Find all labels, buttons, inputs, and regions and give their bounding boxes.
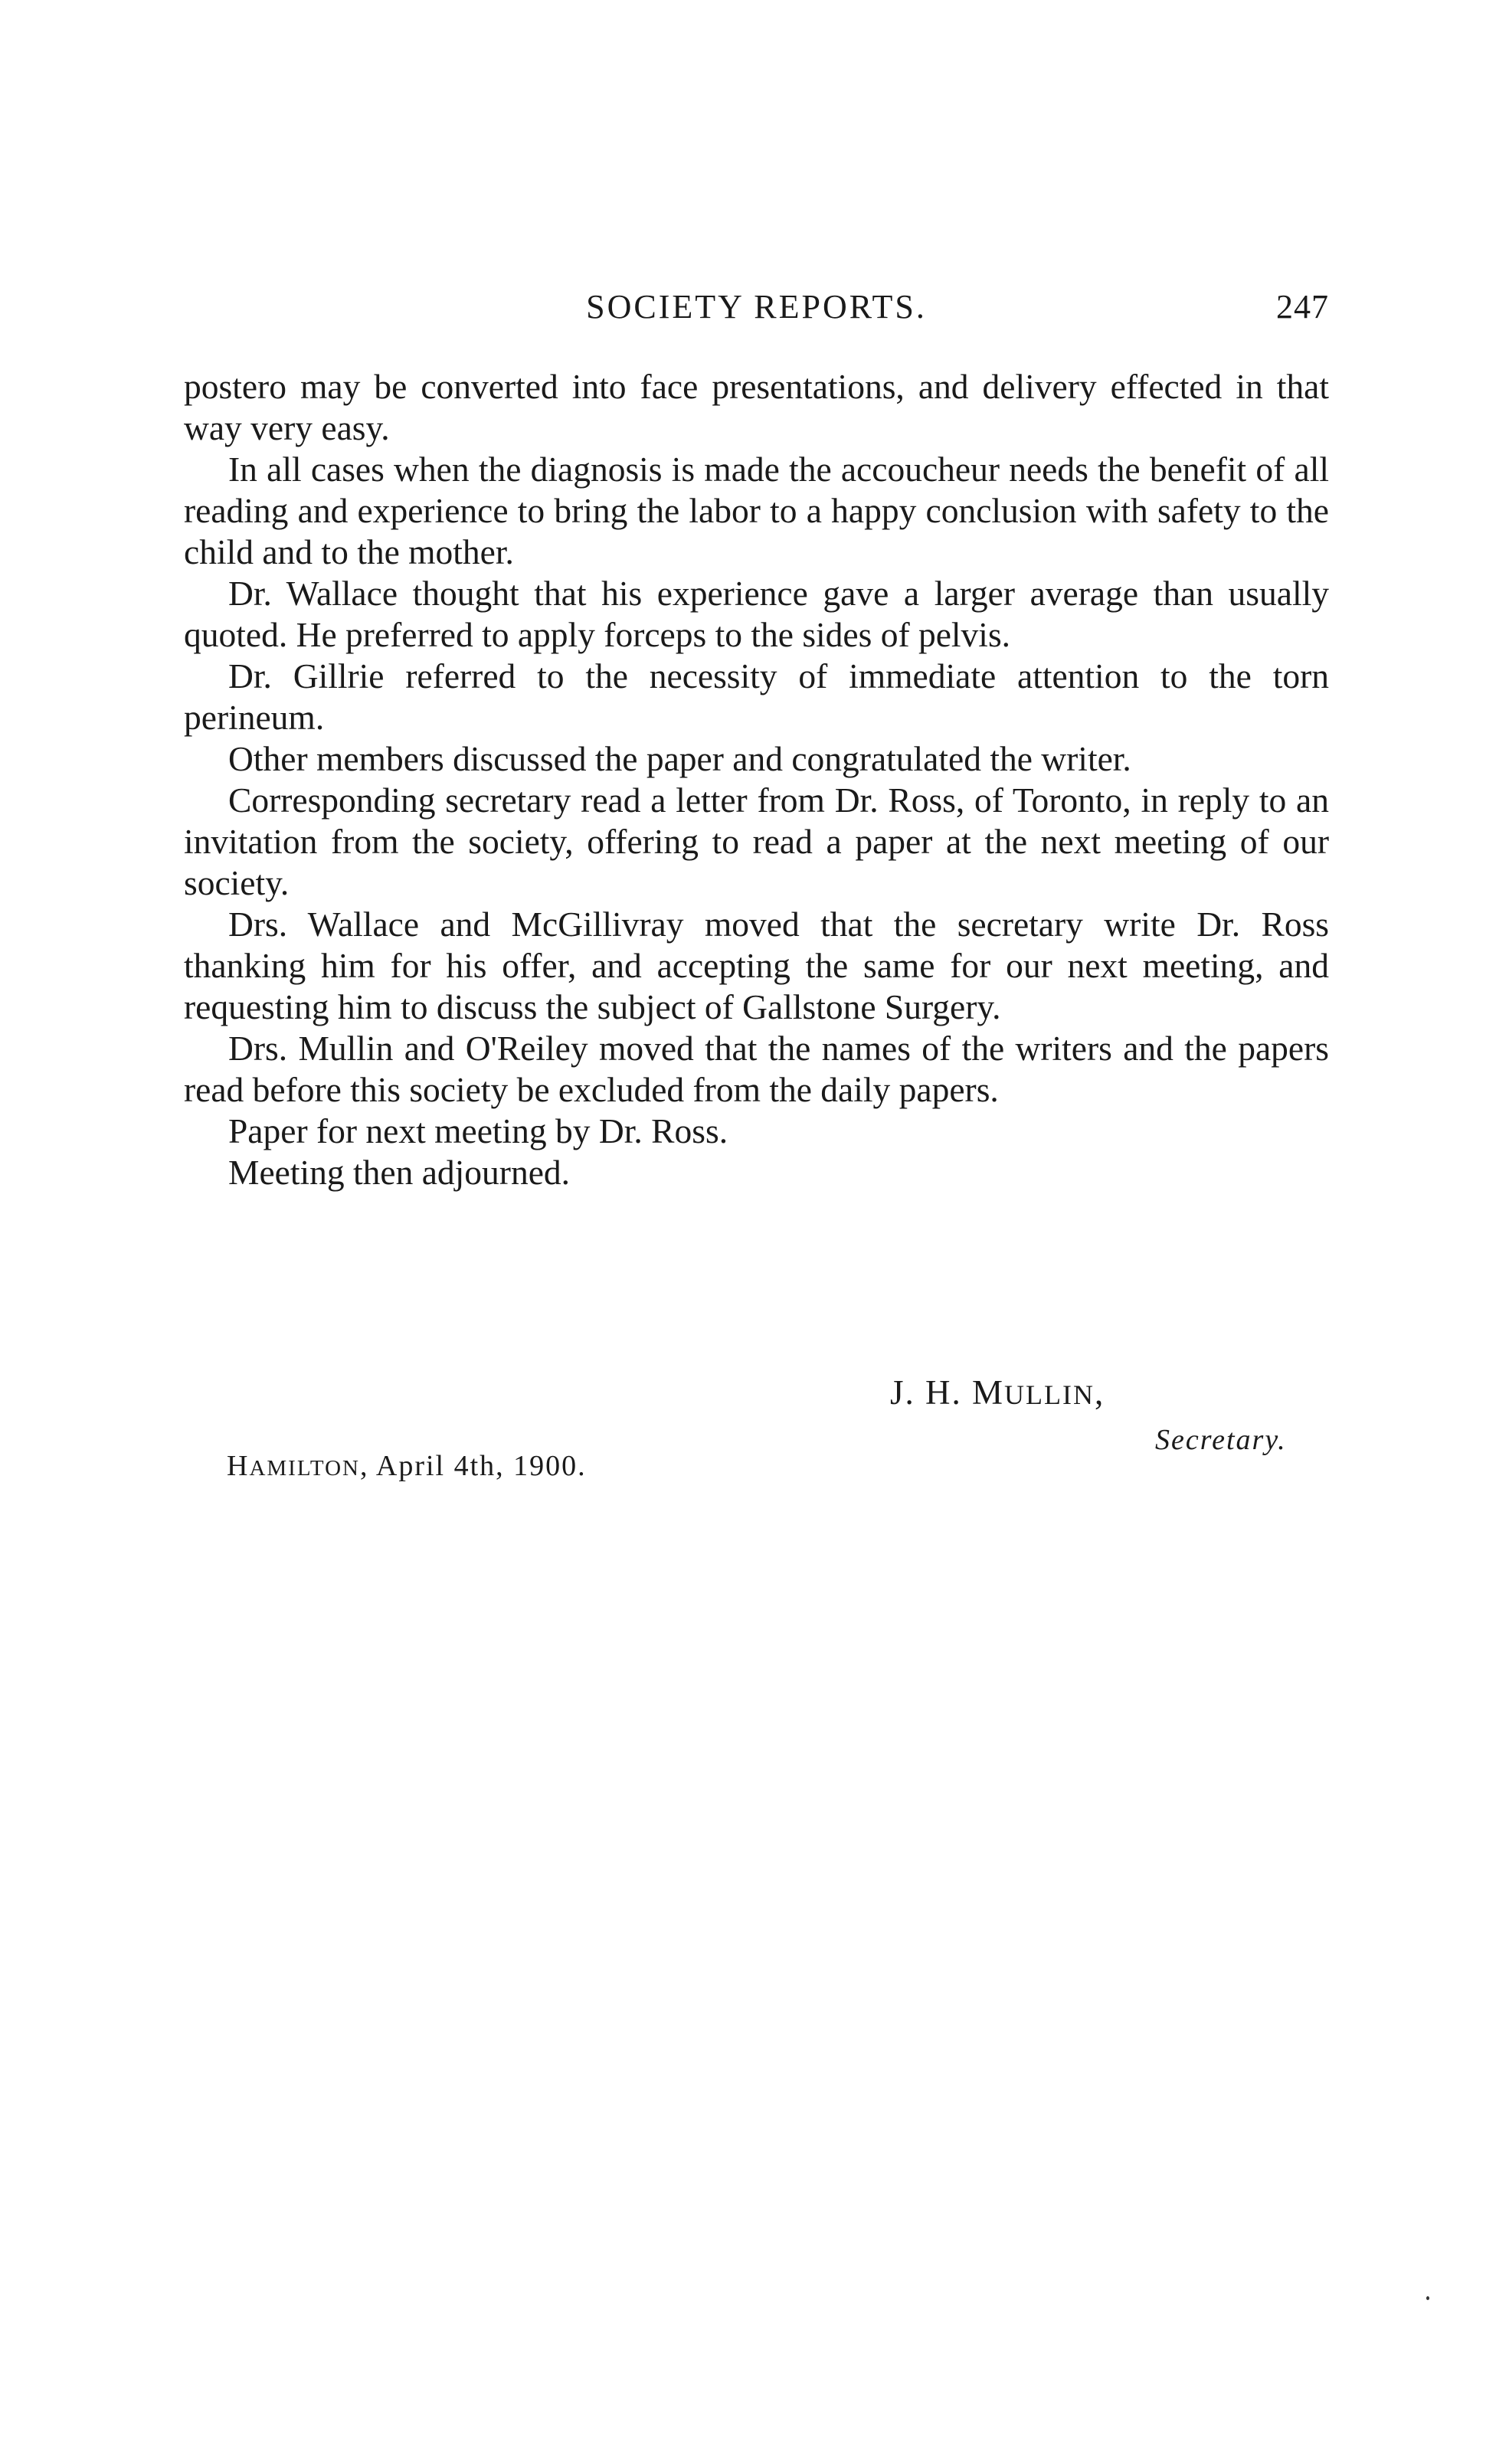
dateline-place-rest: AMILTON xyxy=(249,1456,360,1481)
print-speck xyxy=(1426,2296,1429,2300)
paragraph: Paper for next meeting by Dr. Ross. xyxy=(228,1111,728,1150)
paragraph: Dr. Wallace thought that his experience gave a larger average than usually quoted. He preferred to apply forceps to the sides of pelvis. xyxy=(184,574,1329,654)
report-body xyxy=(184,366,1329,1193)
paragraph: Corresponding secretary read a letter from Dr. Ross, of Toronto, in reply to an invitation from the society, offering to read a paper at the next meeting of our society. xyxy=(184,780,1329,902)
signature-initials: J. H. M xyxy=(890,1373,1005,1412)
running-head xyxy=(184,287,1329,333)
paragraph: In all cases when the diagnosis is made the accoucheur needs the benefit of all reading and experience to bring the labor to a happy conclusion with safety to the child and to the mother. xyxy=(184,450,1329,571)
page-number: 247 xyxy=(1276,288,1329,326)
dateline xyxy=(227,1449,587,1483)
dateline-date: , April 4th, 1900. xyxy=(359,1450,587,1482)
signature-title: Secretary. xyxy=(1155,1424,1287,1456)
paragraph: Drs. Wallace and McGillivray moved that the secretary write Dr. Ross thanking him for his offer, and accepting the same for our next meeting, and requesting him to discuss the subject of Gallstone Surgery. xyxy=(184,905,1329,1026)
paragraph: Drs. Mullin and O'Reiley moved that the names of the writers and the papers read before this society be excluded from the daily papers. xyxy=(184,1029,1329,1109)
signature-surname: ULLIN xyxy=(1004,1379,1095,1410)
paragraph: postero may be converted into face presentations, and delivery effected in that way very easy. xyxy=(184,367,1329,447)
paragraph: Other members discussed the paper and congratulated the writer. xyxy=(228,739,1131,778)
paragraph: Meeting then adjourned. xyxy=(228,1153,571,1192)
section-title: SOCIETY REPORTS. xyxy=(586,288,927,326)
secretary-signature xyxy=(890,1373,1105,1412)
paragraph: Dr. Gillrie referred to the necessity of immediate attention to the torn perineum. xyxy=(184,656,1329,737)
signature-comma: , xyxy=(1095,1373,1105,1412)
dateline-place-initial: H xyxy=(227,1450,250,1482)
